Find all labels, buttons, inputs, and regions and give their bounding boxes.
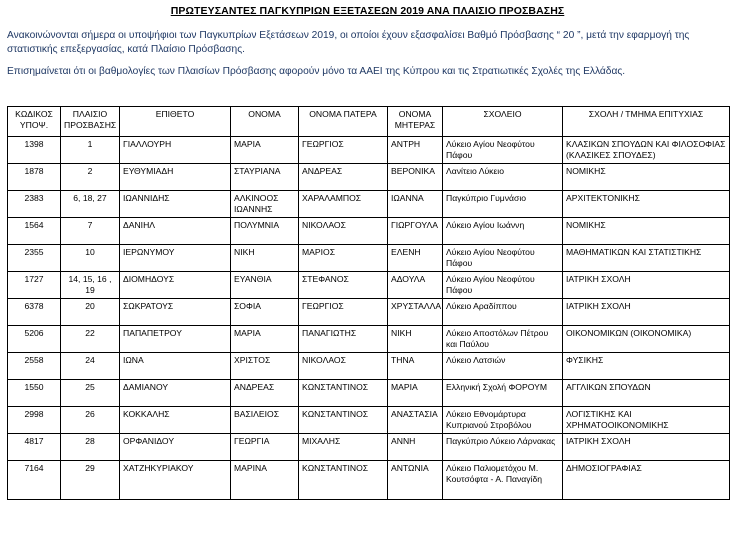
table-row (8, 353, 730, 380)
cell-mother-name: ΓΙΩΡΓΟΥΛΑ (388, 218, 443, 245)
cell-school: Λύκειο Αραδίππου (443, 299, 563, 326)
intro-paragraph: Ανακοινώνονται σήμερα οι υποψήφιοι των Παγκυπρίων Εξετάσεων 2019, οι οποίοι έχουν εξασφαλίσει Βαθμό Πρόσβασης “ 20 ”, μετά την εφαρμογή της στατιστικής επεξεργασίας, κατά Πλαίσιο Πρόσβασης. (7, 30, 690, 55)
table-header-row (8, 107, 730, 137)
note-paragraph: Επισημαίνεται ότι οι βαθμολογίες των Πλαισίων Πρόσβασης αφορούν μόνο τα ΑΑΕΙ της Κύπρου και τις Στρατιωτικές Σχολές της Ελλάδας. (7, 66, 626, 77)
cell-first-name: ΣΤΑΥΡΙΑΝΑ (231, 164, 299, 191)
cell-access-framework: 14, 15, 16 , 19 (61, 272, 120, 299)
cell-department: ΑΓΓΛΙΚΩΝ ΣΠΟΥΔΩΝ (563, 380, 730, 407)
cell-department: ΝΟΜΙΚΗΣ (563, 218, 730, 245)
cell-first-name: ΕΥΑΝΘΙΑ (231, 272, 299, 299)
cell-candidate-code: 2998 (8, 407, 61, 434)
cell-father-name: ΚΩΝΣΤΑΝΤΙΝΟΣ (299, 407, 388, 434)
cell-father-name: ΜΙΧΑΛΗΣ (299, 434, 388, 461)
cell-father-name: ΠΑΝΑΓΙΩΤΗΣ (299, 326, 388, 353)
cell-candidate-code: 7164 (8, 461, 61, 500)
cell-surname: ΚΟΚΚΑΛΗΣ (120, 407, 231, 434)
results-table (7, 106, 730, 500)
cell-department: ΑΡΧΙΤΕΚΤΟΝΙΚΗΣ (563, 191, 730, 218)
cell-school: Λανίτειο Λύκειο (443, 164, 563, 191)
table-row (8, 326, 730, 353)
cell-candidate-code: 1398 (8, 137, 61, 164)
cell-department: ΜΑΘΗΜΑΤΙΚΩΝ ΚΑΙ ΣΤΑΤΙΣΤΙΚΗΣ (563, 245, 730, 272)
cell-school: Λύκειο Εθνομάρτυρα Κυπριανού Στροβόλου (443, 407, 563, 434)
cell-access-framework: 7 (61, 218, 120, 245)
table-row (8, 299, 730, 326)
table-row (8, 272, 730, 299)
table-row (8, 218, 730, 245)
cell-mother-name: ΑΝΝΗ (388, 434, 443, 461)
cell-first-name: ΑΝΔΡΕΑΣ (231, 380, 299, 407)
cell-department: ΚΛΑΣΙΚΩΝ ΣΠΟΥΔΩΝ ΚΑΙ ΦΙΛΟΣΟΦΙΑΣ (ΚΛΑΣΙΚΕΣ ΣΠΟΥΔΕΣ) (563, 137, 730, 164)
cell-surname: ΣΩΚΡΑΤΟΥΣ (120, 299, 231, 326)
cell-candidate-code: 1878 (8, 164, 61, 191)
cell-school: Ελληνική Σχολή ΦΟΡΟΥΜ (443, 380, 563, 407)
cell-access-framework: 26 (61, 407, 120, 434)
cell-surname: ΙΩΑΝΝΙΔΗΣ (120, 191, 231, 218)
cell-school: Λύκειο Λατσιών (443, 353, 563, 380)
table-row (8, 245, 730, 272)
cell-mother-name: ΜΑΡΙΑ (388, 380, 443, 407)
cell-first-name: ΧΡΙΣΤΟΣ (231, 353, 299, 380)
cell-surname: ΠΑΠΑΠΕΤΡΟΥ (120, 326, 231, 353)
cell-school: Λύκειο Αγίου Νεοφύτου Πάφου (443, 272, 563, 299)
page-title: ΠΡΩΤΕΥΣΑΝΤΕΣ ΠΑΓΚΥΠΡΙΩΝ ΕΞΕΤΑΣΕΩΝ 2019 ΑΝΑ ΠΛΑΙΣΙΟ ΠΡΟΣΒΑΣΗΣ (170, 5, 565, 17)
cell-access-framework: 22 (61, 326, 120, 353)
cell-mother-name: ΑΝΑΣΤΑΣΙΑ (388, 407, 443, 434)
header-father-name: ΟΝΟΜΑ ΠΑΤΕΡΑ (299, 107, 388, 137)
cell-surname: ΟΡΦΑΝΙΔΟΥ (120, 434, 231, 461)
cell-surname: ΔΑΜΙΑΝΟΥ (120, 380, 231, 407)
cell-department: ΦΥΣΙΚΗΣ (563, 353, 730, 380)
cell-father-name: ΜΑΡΙΟΣ (299, 245, 388, 272)
table-row (8, 461, 730, 500)
table-row (8, 191, 730, 218)
header-candidate-code: ΚΩΔΙΚΟΣ ΥΠΟΨ. (8, 107, 61, 137)
cell-department: ΙΑΤΡΙΚΗ ΣΧΟΛΗ (563, 434, 730, 461)
table-row (8, 407, 730, 434)
cell-school: Παγκύπριο Γυμνάσιο (443, 191, 563, 218)
cell-first-name: ΜΑΡΙΝΑ (231, 461, 299, 500)
cell-father-name: ΣΤΕΦΑΝΟΣ (299, 272, 388, 299)
cell-father-name: ΚΩΝΣΤΑΝΤΙΝΟΣ (299, 380, 388, 407)
cell-access-framework: 25 (61, 380, 120, 407)
cell-mother-name: ΕΛΕΝΗ (388, 245, 443, 272)
cell-father-name: ΧΑΡΑΛΑΜΠΟΣ (299, 191, 388, 218)
table-row (8, 434, 730, 461)
cell-mother-name: ΤΗΝΑ (388, 353, 443, 380)
table-row (8, 164, 730, 191)
cell-candidate-code: 2383 (8, 191, 61, 218)
cell-first-name: ΒΑΣΙΛΕΙΟΣ (231, 407, 299, 434)
header-school: ΣΧΟΛΕΙΟ (443, 107, 563, 137)
cell-access-framework: 28 (61, 434, 120, 461)
cell-surname: ΓΙΑΛΛΟΥΡΗ (120, 137, 231, 164)
cell-school: Λύκειο Αποστόλων Πέτρου και Παύλου (443, 326, 563, 353)
header-surname: ΕΠΙΘΕΤΟ (120, 107, 231, 137)
cell-first-name: ΜΑΡΙΑ (231, 326, 299, 353)
cell-surname: ΔΑΝΙΗΛ (120, 218, 231, 245)
cell-access-framework: 1 (61, 137, 120, 164)
cell-school: Λύκειο Αγίου Νεοφύτου Πάφου (443, 245, 563, 272)
cell-department: ΛΟΓΙΣΤΙΚΗΣ ΚΑΙ ΧΡΗΜΑΤΟΟΙΚΟΝΟΜΙΚΗΣ (563, 407, 730, 434)
cell-access-framework: 29 (61, 461, 120, 500)
header-mother-name: ΟΝΟΜΑ ΜΗΤΕΡΑΣ (388, 107, 443, 137)
cell-candidate-code: 2558 (8, 353, 61, 380)
cell-department: ΔΗΜΟΣΙΟΓΡΑΦΙΑΣ (563, 461, 730, 500)
cell-department: ΙΑΤΡΙΚΗ ΣΧΟΛΗ (563, 272, 730, 299)
cell-candidate-code: 1727 (8, 272, 61, 299)
cell-department: ΟΙΚΟΝΟΜΙΚΩΝ (ΟΙΚΟΝΟΜΙΚΑ) (563, 326, 730, 353)
table-row (8, 137, 730, 164)
cell-first-name: ΣΟΦΙΑ (231, 299, 299, 326)
cell-school: Παγκύπριο Λύκειο Λάρνακας (443, 434, 563, 461)
cell-candidate-code: 6378 (8, 299, 61, 326)
cell-mother-name: ΧΡΥΣΤΑΛΛΑ (388, 299, 443, 326)
cell-school: Λύκειο Παλιομετόχου Μ. Κουτσόφτα - Α. Παναγίδη (443, 461, 563, 500)
cell-surname: ΙΩΝΑ (120, 353, 231, 380)
cell-father-name: ΓΕΩΡΓΙΟΣ (299, 299, 388, 326)
header-department: ΣΧΟΛΗ / ΤΜΗΜΑ ΕΠΙΤΥΧΙΑΣ (563, 107, 730, 137)
cell-candidate-code: 2355 (8, 245, 61, 272)
cell-first-name: ΝΙΚΗ (231, 245, 299, 272)
table-row (8, 380, 730, 407)
cell-mother-name: ΒΕΡΟΝΙΚΑ (388, 164, 443, 191)
cell-access-framework: 6, 18, 27 (61, 191, 120, 218)
cell-father-name: ΝΙΚΟΛΑΟΣ (299, 218, 388, 245)
cell-school: Λύκειο Αγίου Νεοφύτου Πάφου (443, 137, 563, 164)
cell-access-framework: 10 (61, 245, 120, 272)
cell-father-name: ΝΙΚΟΛΑΟΣ (299, 353, 388, 380)
header-first-name: ΟΝΟΜΑ (231, 107, 299, 137)
header-access-framework: ΠΛΑΙΣΙΟ ΠΡΟΣΒΑΣΗΣ (61, 107, 120, 137)
cell-mother-name: ΙΩΑΝΝΑ (388, 191, 443, 218)
cell-access-framework: 24 (61, 353, 120, 380)
cell-candidate-code: 1550 (8, 380, 61, 407)
cell-candidate-code: 1564 (8, 218, 61, 245)
cell-father-name: ΚΩΝΣΤΑΝΤΙΝΟΣ (299, 461, 388, 500)
cell-mother-name: ΝΙΚΗ (388, 326, 443, 353)
cell-school: Λύκειο Αγίου Ιωάννη (443, 218, 563, 245)
cell-candidate-code: 5206 (8, 326, 61, 353)
cell-first-name: ΜΑΡΙΑ (231, 137, 299, 164)
cell-first-name: ΑΛΚΙΝΟΟΣ ΙΩΑΝΝΗΣ (231, 191, 299, 218)
cell-surname: ΕΥΘΥΜΙΑΔΗ (120, 164, 231, 191)
cell-mother-name: ΑΝΤΩΝΙΑ (388, 461, 443, 500)
cell-surname: ΔΙΟΜΗΔΟΥΣ (120, 272, 231, 299)
cell-mother-name: ΑΔΟΥΛΑ (388, 272, 443, 299)
cell-surname: ΙΕΡΩΝΥΜΟΥ (120, 245, 231, 272)
cell-first-name: ΠΟΛΥΜΝΙΑ (231, 218, 299, 245)
cell-father-name: ΓΕΩΡΓΙΟΣ (299, 137, 388, 164)
cell-access-framework: 20 (61, 299, 120, 326)
cell-department: ΙΑΤΡΙΚΗ ΣΧΟΛΗ (563, 299, 730, 326)
table-body (8, 137, 730, 500)
cell-mother-name: ΑΝΤΡΗ (388, 137, 443, 164)
cell-surname: ΧΑΤΖΗΚΥΡΙΑΚΟΥ (120, 461, 231, 500)
cell-first-name: ΓΕΩΡΓΙΑ (231, 434, 299, 461)
cell-father-name: ΑΝΔΡΕΑΣ (299, 164, 388, 191)
cell-department: ΝΟΜΙΚΗΣ (563, 164, 730, 191)
cell-access-framework: 2 (61, 164, 120, 191)
cell-candidate-code: 4817 (8, 434, 61, 461)
